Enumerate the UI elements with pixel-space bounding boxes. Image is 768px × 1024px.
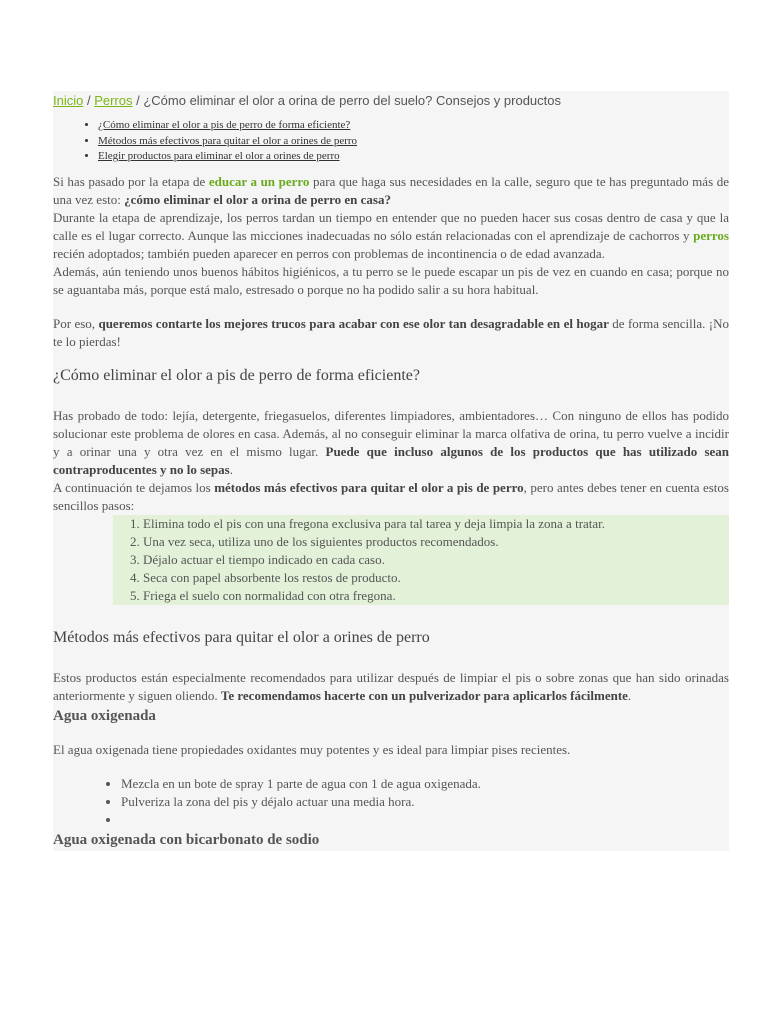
step-item: 5. Friega el suelo con normalidad con otra fregona. (143, 587, 729, 605)
agua-oxigenada-paragraph: El agua oxigenada tiene propiedades oxidantes muy potentes y es ideal para limpiar pises recientes. (53, 741, 571, 757)
toc-link-eficiente[interactable]: ¿Cómo eliminar el olor a pis de perro de forma eficiente? (98, 119, 351, 131)
section-heading-eficiente: ¿Cómo eliminar el olor a pis de perro de forma eficiente? (53, 366, 420, 384)
toc-item (98, 134, 729, 150)
step-item: 1. Elimina todo el pis con una fregona exclusiva para tal tarea y deja limpia la zona a tratar. (143, 515, 729, 533)
intro-paragraph-3: Además, aún teniendo unos buenos hábitos higiénicos, a tu perro se le puede escapar un pis de vez en cuando en casa; porque no se aguantaba más, porque está malo, estresado o porque no ha podido salir a su hora habitual. (53, 263, 729, 297)
intro-paragraph-4: Por eso, queremos contarte los mejores trucos para acabar con ese olor tan desagradable en el hogar de forma sencilla. ¡No te lo pierdas! (53, 315, 730, 349)
list-item: • Pulveriza la zona del pis y déjalo actuar una media hora. (121, 793, 729, 811)
section1-paragraph-1: Has probado de todo: lejía, detergente, friegasuelos, diferentes limpiadores, ambientadores… Con ninguno de ellos has podido solucionar este problema de olores en casa. Además, al no conseguir eliminar la marca olfativa de orina, tu perro vuelve a incidir y a orinar una y otra vez en el mismo lugar. Puede que incluso algunos de los productos que has utilizado sean contraproducentes y no lo sepas. (53, 407, 729, 477)
step-item: 4. Seca con papel absorbente los restos de producto. (143, 569, 729, 587)
list-item: • Mezcla en un bote de spray 1 parte de agua con 1 de agua oxigenada. (121, 775, 729, 793)
intro-paragraph-2: Durante la etapa de aprendizaje, los perros tardan un tiempo en entender que no pueden hacer sus cosas dentro de casa y que la calle es el lugar correcto. Aunque las micciones inadecuadas no sólo están relacionadas con el aprendizaje de cachorros y perros recién adoptados; también pueden aparecer en perros con problemas de incontinencia o de edad avanzada. (53, 209, 729, 261)
section2-paragraph-1: Estos productos están especialmente recomendados para utilizar después de limpiar el pis o sobre zonas que han sido orinadas anteriormente y siguen oliendo. Te recomendamos hacerte con un pulverizador para aplicarlos fácilmente. (53, 669, 729, 703)
perros-link[interactable]: perros (693, 227, 729, 243)
list-item (121, 811, 729, 829)
breadcrumb (53, 91, 729, 111)
educar-perro-link[interactable]: educar a un perro (208, 173, 310, 189)
breadcrumb-current: ¿Cómo eliminar el olor a orina de perro del suelo? Consejos y productos (143, 93, 562, 108)
breadcrumb-separator: / (132, 93, 144, 108)
subheading-agua-bicarbonato: Agua oxigenada con bicarbonato de sodio (53, 831, 320, 848)
section1-paragraph-2: A continuación te dejamos los métodos más efectivos para quitar el olor a pis de perro, pero antes debes tener en cuenta estos sencillos pasos: (53, 479, 729, 513)
step-item: 2. Una vez seca, utiliza uno de los siguientes productos recomendados. (143, 533, 729, 551)
article-content (53, 91, 729, 851)
breadcrumb-home-link[interactable]: Inicio (53, 93, 84, 108)
breadcrumb-category-link[interactable]: Perros (94, 93, 133, 108)
step-item: 3. Déjalo actuar el tiempo indicado en cada caso. (143, 551, 729, 569)
table-of-contents (53, 118, 729, 165)
toc-item (98, 149, 729, 165)
breadcrumb-separator: / (83, 93, 95, 108)
toc-link-productos[interactable]: Elegir productos para eliminar el olor a orines de perro (98, 150, 340, 162)
section-heading-metodos: Métodos más efectivos para quitar el olor a orines de perro (53, 628, 430, 646)
subheading-agua-oxigenada: Agua oxigenada (53, 707, 156, 724)
agua-oxigenada-list (73, 775, 729, 829)
steps-list (113, 515, 729, 605)
intro-paragraph-1: Si has pasado por la etapa de educar a un perro para que haga sus necesidades en la calle, seguro que te has preguntado más de una vez esto: ¿cómo eliminar el olor a orina de perro en casa? (53, 173, 729, 207)
toc-link-metodos[interactable]: Métodos más efectivos para quitar el olor a orines de perro (98, 134, 358, 147)
toc-item (98, 118, 729, 134)
